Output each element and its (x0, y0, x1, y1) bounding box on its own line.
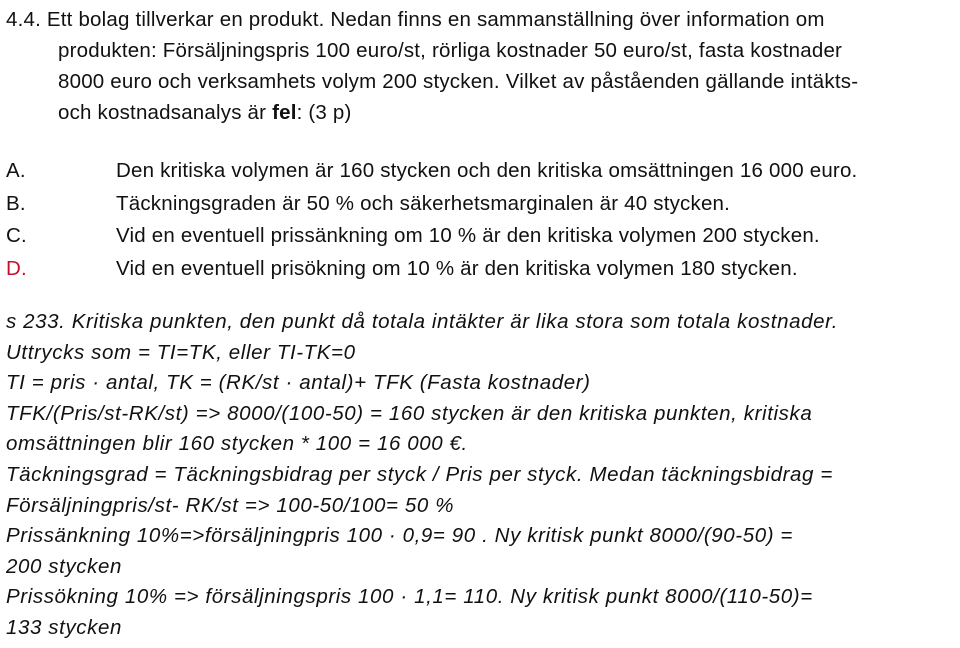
explanation-line: Försäljningpris/st- RK/st => 100-50/100= 50 % (6, 493, 455, 517)
question-line-4-pre: och kostnadsanalys är (58, 101, 273, 124)
option-a-text: Den kritiska volymen är 160 stycken och den kritiska omsättningen 16 000 euro. (116, 159, 858, 182)
option-c-letter: C. (6, 224, 27, 247)
option-b-letter: B. (6, 191, 26, 215)
explanation-line: 133 stycken (6, 615, 122, 639)
option-a (6, 155, 956, 188)
question-keyword-fel: fel (272, 101, 297, 124)
question-line-1: 4.4. Ett bolag tillverkar en produkt. Nedan finns en sammanställning över information om (6, 8, 825, 31)
option-a-letter: A. (6, 159, 26, 182)
explanation-line: Täckningsgrad = Täckningsbidrag per styck / Pris per styck. Medan täckningsbidrag = (6, 462, 833, 486)
option-c-text: Vid en eventuell prissänkning om 10 % är den kritiska volymen 200 stycken. (116, 224, 820, 247)
answer-options (6, 155, 956, 285)
question-block (6, 4, 956, 128)
explanation-line: TFK/(Pris/st-RK/st) => 8000/(100-50) = 160 stycken är den kritiska punkten, kritiska (6, 401, 813, 425)
explanation-line: Prissänkning 10%=>försäljningpris 100 · 0,9= 90 . Ny kritisk punkt 8000/(90-50) = (6, 524, 793, 548)
explanation-line: TI = pris · antal, TK = (RK/st · antal)+ TFK (Fasta kostnader) (6, 371, 591, 395)
explanation-line: 200 stycken (6, 554, 122, 578)
question-line-2: produkten: Försäljningspris 100 euro/st, rörliga kostnader 50 euro/st, fasta kostnader (58, 39, 843, 62)
option-b (6, 188, 956, 221)
question-line-3: 8000 euro och verksamhets volym 200 stycken. Vilket av påståenden gällande intäkts- (58, 70, 859, 93)
option-c (6, 220, 956, 253)
explanation-line: Uttrycks som = TI=TK, eller TI-TK=0 (6, 340, 356, 364)
explanation-line: s 233. Kritiska punkten, den punkt då totala intäkter är lika stora som totala kostnader. (6, 310, 839, 333)
option-d (6, 253, 956, 286)
question-line-4-post: : (3 p) (296, 101, 352, 124)
explanation-block (6, 307, 956, 644)
explanation-line: Prissökning 10% => försäljningspris 100 · 1,1= 110. Ny kritisk punkt 8000/(110-50)= (6, 585, 813, 609)
explanation-line: omsättningen blir 160 stycken * 100 = 16 000 €. (6, 432, 468, 456)
question-line-4 (6, 97, 956, 128)
option-b-text: Täckningsgraden är 50 % och säkerhetsmarginalen är 40 stycken. (116, 191, 731, 215)
option-d-letter-highlighted: D. (6, 256, 27, 280)
option-d-text: Vid en eventuell prisökning om 10 % är den kritiska volymen 180 stycken. (116, 256, 798, 280)
